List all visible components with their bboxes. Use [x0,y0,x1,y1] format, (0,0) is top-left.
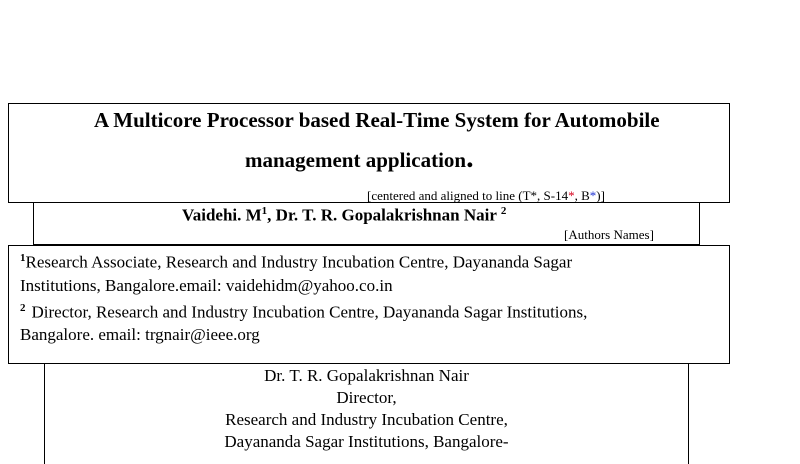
affiliation-2-superscript: 2 [20,301,26,314]
affiliation-2 [20,297,720,347]
affiliations-text [20,247,720,346]
affiliation-1 [20,247,720,297]
title-note-b: , B [574,188,590,203]
affiliations-frame [8,245,730,364]
title-note-mid: , S-14 [537,188,569,203]
authors-format-note: [Authors Names] [564,227,654,242]
authors-separator: , [267,205,276,225]
title-note-star-3: * [589,188,597,203]
title-frame [8,103,730,203]
title-note-prefix: [centered and aligned to line (T [367,188,531,203]
affiliation-1-line-2: Institutions, Bangalore.email: vaidehidm@yahoo.co.in [20,275,393,295]
bio-line-4: Dayananda Sagar Institutions, Bangalore- [224,432,509,451]
author-2-superscript: 2 [500,205,507,217]
paper-title-line-2-text: management application [245,148,467,172]
title-note-star-1: * [530,188,538,203]
title-note-star-2: * [568,188,575,203]
paper-title-line-2 [245,141,474,174]
author-1-name: Vaidehi. M [182,205,262,225]
bio-line-2: Director, [336,388,397,407]
affiliation-1-line-1: Research Associate, Research and Industry Incubation Centre, Dayananda Sagar [25,252,573,272]
affiliation-2-line-1: Director, Research and Industry Incubation Centre, Dayananda Sagar Institutions, [31,302,588,322]
paper-title-line-1: A Multicore Processor based Real-Time System for Automobile [94,108,660,132]
bio-text [45,365,688,453]
author-1-superscript: 1 [261,205,268,217]
authors-line [182,205,506,226]
affiliation-2-line-2: Bangalore. email: trgnair@ieee.org [20,325,260,345]
title-trailing-mark: . [466,141,474,174]
authors-frame [33,203,700,245]
title-format-note [367,188,605,204]
affiliation-1-superscript: 1 [20,252,26,264]
bio-line-3: Research and Industry Incubation Centre, [225,410,508,429]
bio-line-1: Dr. T. R. Gopalakrishnan Nair [264,366,469,385]
bio-frame [44,364,689,464]
author-2-name: Dr. T. R. Gopalakrishnan Nair [275,205,497,225]
title-note-suffix: )] [596,188,605,203]
